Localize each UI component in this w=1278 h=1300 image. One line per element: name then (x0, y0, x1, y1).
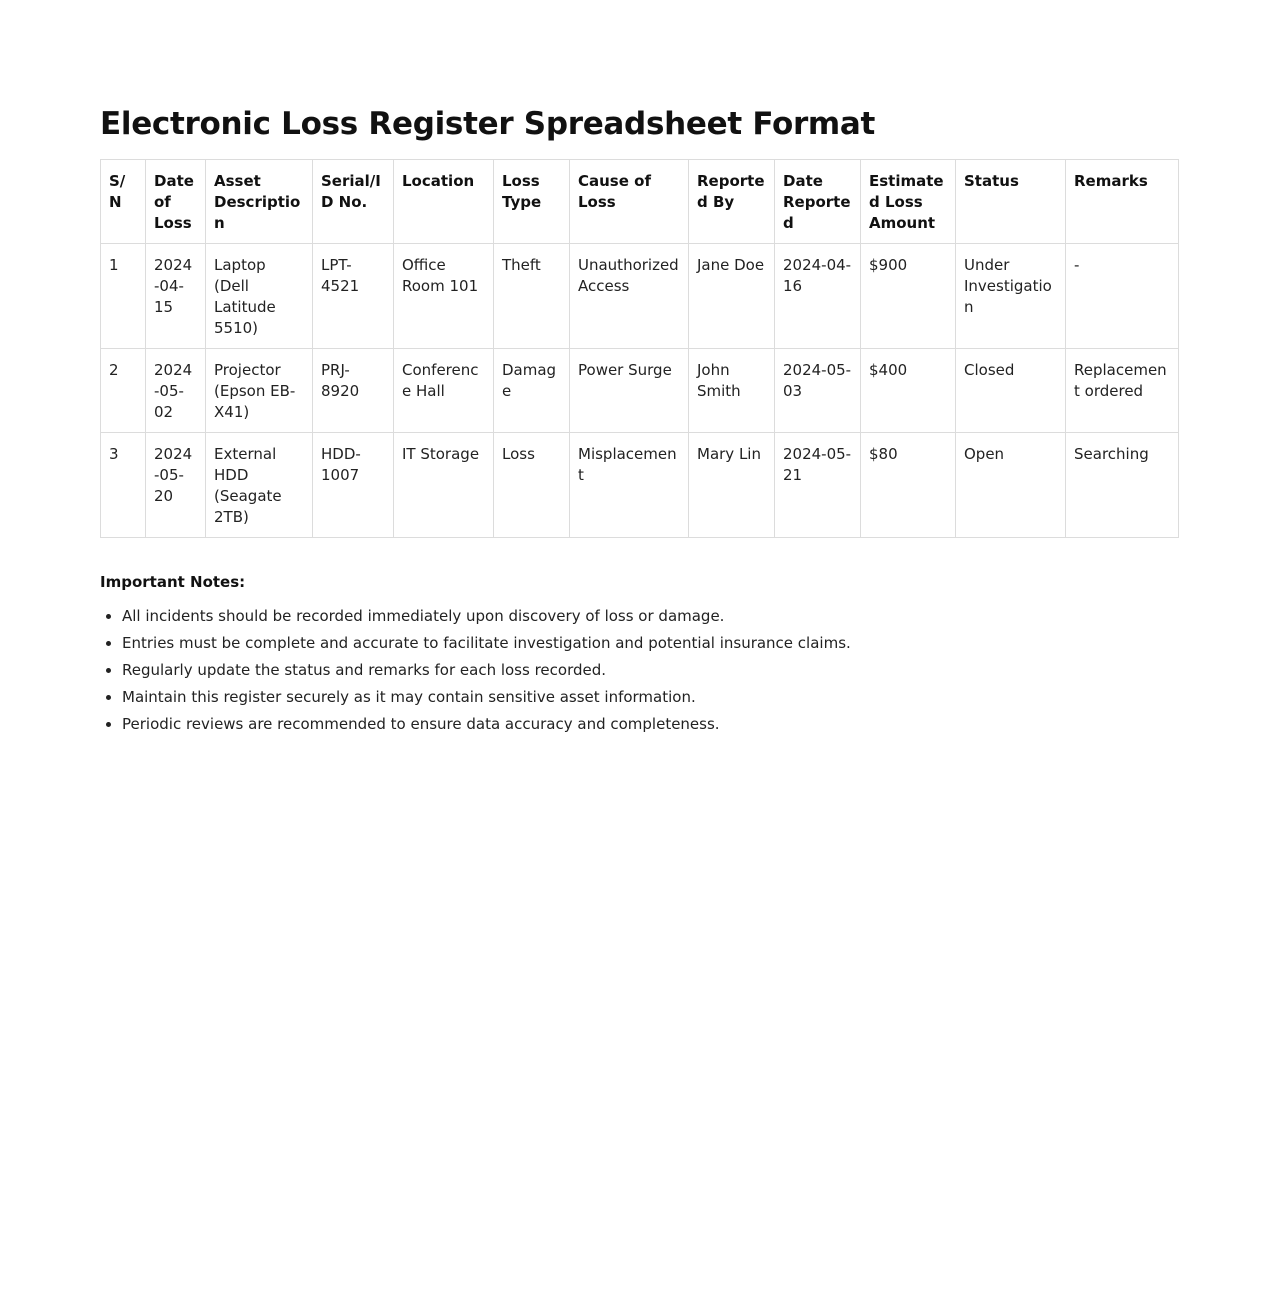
cell-reported-by: John Smith (689, 349, 775, 433)
header-asset-description: Asset Description (206, 160, 313, 244)
cell-serial-id: PRJ-8920 (313, 349, 394, 433)
cell-location: IT Storage (394, 433, 494, 538)
cell-asset-description: External HDD (Seagate 2TB) (206, 433, 313, 538)
cell-cause-of-loss: Unauthorized Access (570, 244, 689, 349)
header-date-reported: Date Reported (775, 160, 861, 244)
cell-reported-by: Jane Doe (689, 244, 775, 349)
cell-date-reported: 2024-05-21 (775, 433, 861, 538)
cell-location: Conference Hall (394, 349, 494, 433)
cell-loss-type: Theft (494, 244, 570, 349)
cell-remarks: - (1066, 244, 1179, 349)
cell-asset-description: Laptop (Dell Latitude 5510) (206, 244, 313, 349)
cell-estimated-loss-amount: $80 (861, 433, 956, 538)
cell-status: Under Investigation (956, 244, 1066, 349)
cell-location: Office Room 101 (394, 244, 494, 349)
table-header-row (101, 160, 1179, 244)
cell-estimated-loss-amount: $400 (861, 349, 956, 433)
cell-status: Closed (956, 349, 1066, 433)
notes-list (100, 606, 1178, 734)
cell-date-reported: 2024-05-03 (775, 349, 861, 433)
table-row (101, 433, 1179, 538)
cell-sn: 1 (101, 244, 146, 349)
cell-cause-of-loss: Power Surge (570, 349, 689, 433)
cell-date-of-loss: 2024-04-15 (146, 244, 206, 349)
cell-estimated-loss-amount: $900 (861, 244, 956, 349)
page-title: Electronic Loss Register Spreadsheet Format (100, 106, 876, 142)
header-reported-by: Reported By (689, 160, 775, 244)
table-row (101, 244, 1179, 349)
cell-remarks: Replacement ordered (1066, 349, 1179, 433)
cell-reported-by: Mary Lin (689, 433, 775, 538)
list-item: • Entries must be complete and accurate to facilitate investigation and potential insurance claims. (122, 633, 1178, 653)
table-row (101, 349, 1179, 433)
cell-date-reported: 2024-04-16 (775, 244, 861, 349)
header-location: Location (394, 160, 494, 244)
header-cause-of-loss: Cause of Loss (570, 160, 689, 244)
header-date-of-loss: Date of Loss (146, 160, 206, 244)
list-item: • Periodic reviews are recommended to ensure data accuracy and completeness. (122, 714, 1178, 734)
list-item: • Maintain this register securely as it may contain sensitive asset information. (122, 687, 1178, 707)
loss-register-table (100, 159, 1179, 538)
header-serial-id: Serial/ID No. (313, 160, 394, 244)
cell-date-of-loss: 2024-05-20 (146, 433, 206, 538)
cell-status: Open (956, 433, 1066, 538)
cell-loss-type: Loss (494, 433, 570, 538)
cell-loss-type: Damage (494, 349, 570, 433)
cell-serial-id: HDD-1007 (313, 433, 394, 538)
cell-asset-description: Projector (Epson EB-X41) (206, 349, 313, 433)
list-item: • All incidents should be recorded immediately upon discovery of loss or damage. (122, 606, 1178, 626)
cell-remarks: Searching (1066, 433, 1179, 538)
cell-serial-id: LPT-4521 (313, 244, 394, 349)
header-sn: S/N (101, 160, 146, 244)
header-estimated-loss-amount: Estimated Loss Amount (861, 160, 956, 244)
notes-heading: Important Notes: (100, 573, 246, 591)
header-status: Status (956, 160, 1066, 244)
header-loss-type: Loss Type (494, 160, 570, 244)
cell-cause-of-loss: Misplacement (570, 433, 689, 538)
list-item: • Regularly update the status and remarks for each loss recorded. (122, 660, 1178, 680)
cell-sn: 3 (101, 433, 146, 538)
cell-sn: 2 (101, 349, 146, 433)
header-remarks: Remarks (1066, 160, 1179, 244)
cell-date-of-loss: 2024-05-02 (146, 349, 206, 433)
